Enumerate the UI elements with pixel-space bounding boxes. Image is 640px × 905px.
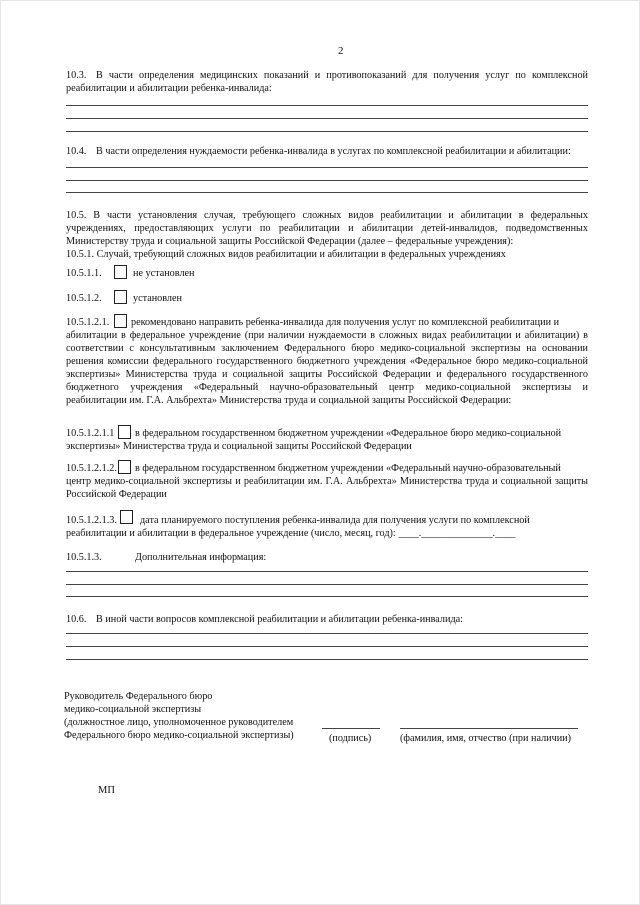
item-10-5-1-2-number: 10.5.1.2. bbox=[66, 293, 102, 304]
full-name-caption: (фамилия, имя, отчество (при наличии) bbox=[400, 733, 572, 744]
item-10-5-1-2-1-1-number: 10.5.1.2.1.1 bbox=[66, 428, 115, 439]
item-10-5-1-2-1-number: 10.5.1.2.1. bbox=[66, 317, 110, 328]
answer-line bbox=[66, 596, 588, 597]
signer-title-line-3: (должностное лицо, уполномоченное руководителем bbox=[64, 717, 294, 728]
item-10-5-1-2-1-3-number: 10.5.1.2.1.3. bbox=[66, 515, 117, 526]
checkbox-albrecht-center[interactable] bbox=[118, 460, 131, 474]
stamp-place-label: МП bbox=[98, 785, 115, 796]
checkbox-established[interactable] bbox=[114, 290, 127, 304]
item-10-5-1-2-1-1-first-line: в федеральном государственном бюджетном учреждении «Федеральное бюро медико-социальной bbox=[135, 428, 562, 439]
section-10-4-number: 10.4. bbox=[66, 146, 87, 157]
checkbox-recommended-referral[interactable] bbox=[114, 314, 127, 328]
section-10-5-text: 10.5. В части установления случая, требующего сложных видов реабилитации и абилитации в федеральных учреждениях, предоставляющих услуги по реабилитации и абилитации детей-инвалидов, подведомственных Министерству труда и социальной защиты Российской Федерации (далее – федеральные учреждения): bbox=[66, 210, 588, 247]
section-10-6-number: 10.6. bbox=[66, 614, 87, 625]
answer-line bbox=[66, 633, 588, 634]
item-10-5-1-3-number: 10.5.1.3. bbox=[66, 552, 102, 563]
item-10-5-1-2-1-3-first-line: дата планируемого поступления ребенка-инвалида для получения услуги по комплексной bbox=[140, 515, 530, 526]
item-10-5-1-2-1-2-first-line: в федеральном государственном бюджетном учреждении «Федеральный научно-образовательный bbox=[135, 463, 561, 474]
signature-line bbox=[322, 728, 380, 729]
section-10-6-text: В иной части вопросов комплексной реабилитации и абилитации ребенка-инвалида: bbox=[96, 614, 463, 625]
answer-line bbox=[66, 646, 588, 647]
answer-line bbox=[66, 192, 588, 193]
item-10-5-1-2-label: установлен bbox=[133, 293, 182, 304]
section-10-3-number: 10.3. bbox=[66, 70, 87, 81]
item-10-5-1-1-number: 10.5.1.1. bbox=[66, 268, 102, 279]
item-10-5-1-2-1-1-text: экспертизы» Министерства труда и социальной защиты Российской Федерации bbox=[66, 441, 412, 452]
answer-line bbox=[66, 571, 588, 572]
additional-info-label: Дополнительная информация: bbox=[135, 552, 267, 563]
item-10-5-1-2-1-text: абилитации в федеральное учреждение (при наличии нуждаемости в сложных видах реабилитации и абилитации) в соответствии с консультативным заключением Федерального бюро медико-социальной экспертизы на основании решения комиссии федерального государственного бюджетного учреждения «Федеральное бюро медико-социальной экспертизы» Министерства труда и социальной защиты Российской Федерации и федерального государственного бюджетного учреждения «Федеральный научно-образовательный центр медико-социальной экспертизы и реабилитации им. Г.А. Альбрехта» Министерства труда и социальной защиты Российской Федерации: bbox=[66, 330, 588, 406]
answer-line bbox=[66, 659, 588, 660]
checkbox-not-established[interactable] bbox=[114, 265, 127, 279]
full-name-line bbox=[400, 728, 578, 729]
item-10-5-1-1-label: не установлен bbox=[133, 268, 195, 279]
page-number: 2 bbox=[338, 45, 344, 57]
answer-line bbox=[66, 118, 588, 119]
signature-caption: (подпись) bbox=[329, 733, 372, 744]
item-10-5-1-2-1-2-text: центр медико-социальной экспертизы и реабилитации им. Г.А. Альбрехта» Министерства труда и социальной защиты Российской Федерации bbox=[66, 476, 588, 500]
item-10-5-1-2-1-3-text: реабилитации и абилитации в федеральное учреждение (число, месяц, год): ____.______________.____ bbox=[66, 528, 516, 539]
section-10-4-text: В части определения нуждаемости ребенка-инвалида в услугах по комплексной реабилитации и абилитации: bbox=[96, 146, 571, 157]
section-10-5-1-text: 10.5.1. Случай, требующий сложных видов реабилитации и абилитации в федеральных учреждениях bbox=[66, 249, 506, 260]
section-10-3-text: В части определения медицинских показаний и противопоказаний для получения услуг по комплексной реабилитации и абилитации ребенка-инвалида: bbox=[66, 70, 588, 94]
answer-line bbox=[66, 105, 588, 106]
item-10-5-1-2-1-2-number: 10.5.1.2.1.2. bbox=[66, 463, 117, 474]
checkbox-federal-bureau[interactable] bbox=[118, 425, 131, 439]
answer-line bbox=[66, 584, 588, 585]
item-10-5-1-2-1-first-line: рекомендовано направить ребенка-инвалида для получения услуг по комплексной реабилитации и bbox=[131, 317, 560, 328]
checkbox-planned-date[interactable] bbox=[120, 510, 133, 524]
signer-title-line-2: медико-социальной экспертизы bbox=[64, 704, 202, 715]
answer-line bbox=[66, 131, 588, 132]
signer-title-line-1: Руководитель Федерального бюро bbox=[64, 691, 213, 702]
answer-line bbox=[66, 167, 588, 168]
signer-title-line-4: Федерального бюро медико-социальной экспертизы) bbox=[64, 730, 294, 741]
answer-line bbox=[66, 180, 588, 181]
